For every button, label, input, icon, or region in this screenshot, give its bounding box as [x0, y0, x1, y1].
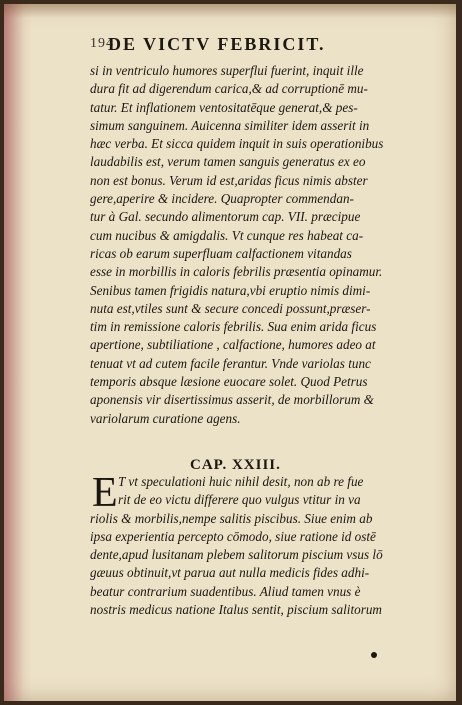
text-line: variolarum curatione agens. — [90, 410, 241, 426]
text-line: non est bonus. Verum id est,aridas ficus nimis abster — [90, 172, 368, 188]
text-line: laudabilis est, verum tamen sanguis generatus ex eo — [90, 154, 366, 170]
text-line: nostris medicus natione Italus sentit, piscium salitorum — [90, 602, 382, 618]
text-line: tenuat vt ad cutem facile ferantur. Vnde variolas tunc — [90, 355, 371, 371]
paragraph-2 — [90, 470, 420, 619]
text-line: nuta est,vtiles sunt & secure concedi possunt,præser- — [90, 300, 371, 316]
text-line: rit de eo victu differere quo vulgus vtitur in va — [118, 492, 361, 508]
text-line: beatur contrarium suadentibus. Aliud tamen vnus è — [90, 583, 361, 599]
drop-cap: E — [92, 470, 118, 516]
text-line: apertione, subtiliatione , calfactione, humores adeo at — [90, 337, 376, 353]
page-number: 194 — [90, 36, 114, 51]
paragraph-1 — [90, 62, 420, 428]
page-edge-stain — [4, 4, 32, 701]
ink-spot — [371, 652, 377, 658]
text-line: ipsa experientia percepto cōmodo, siue ratione id ostē — [90, 528, 376, 544]
text-line: gæuus obtinuit,vt parua aut nulla medicis fides adhi- — [90, 565, 370, 581]
chapter-heading: CAP. XXIII. — [190, 457, 281, 473]
text-line: simum sanguinem. Auicenna similiter idem asserit in — [90, 117, 370, 133]
running-header: DE VICTV FEBRICIT. — [108, 34, 326, 54]
text-line: T vt speculationi huic nihil desit, non ab re fue — [118, 474, 364, 489]
text-line: ricas ob earum superfluam calfactionem vitandas — [90, 245, 352, 261]
text-line: aponensis vir disertissimus asserit, de morbillorum & — [90, 392, 374, 408]
text-line: dura fit ad digerendum carica,& ad corruptionē mu- — [90, 81, 368, 97]
text-line: riolis & morbilis,nempe salitis piscibus. Siue enim ab — [90, 510, 373, 526]
text-line: hæc verba. Et sicca quidem inquit in suis operationibus — [90, 136, 384, 152]
text-line: cum nucibus & amigdalis. Vt cunque res habeat ca- — [90, 227, 364, 243]
text-line: esse in morbillis in caloris febrilis præsentia opinamur. — [90, 264, 383, 280]
text-line: tim in remissione caloris febrilis. Sua enim arida ficus — [90, 319, 377, 335]
text-line: tur à Gal. secundo alimentorum cap. VII. præcipue — [90, 209, 361, 225]
text-line: tatur. Et inflationem ventositatēque generat,& pes- — [90, 99, 358, 115]
book-page — [4, 4, 456, 701]
text-line: Senibus tamen frigidis natura,vbi eruptio nimis dimi- — [90, 282, 371, 298]
page-top-shadow — [4, 4, 456, 18]
text-line: dente,apud lusitanam plebem salitorum piscium vsus lō — [90, 547, 383, 563]
text-line: gere,aperire & incidere. Quapropter commendan- — [90, 191, 354, 207]
text-line: temporis absque læsione euocare solet. Quod Petrus — [90, 374, 368, 390]
text-line: si in ventriculo humores superflui fuerint, inquit ille — [90, 63, 364, 78]
